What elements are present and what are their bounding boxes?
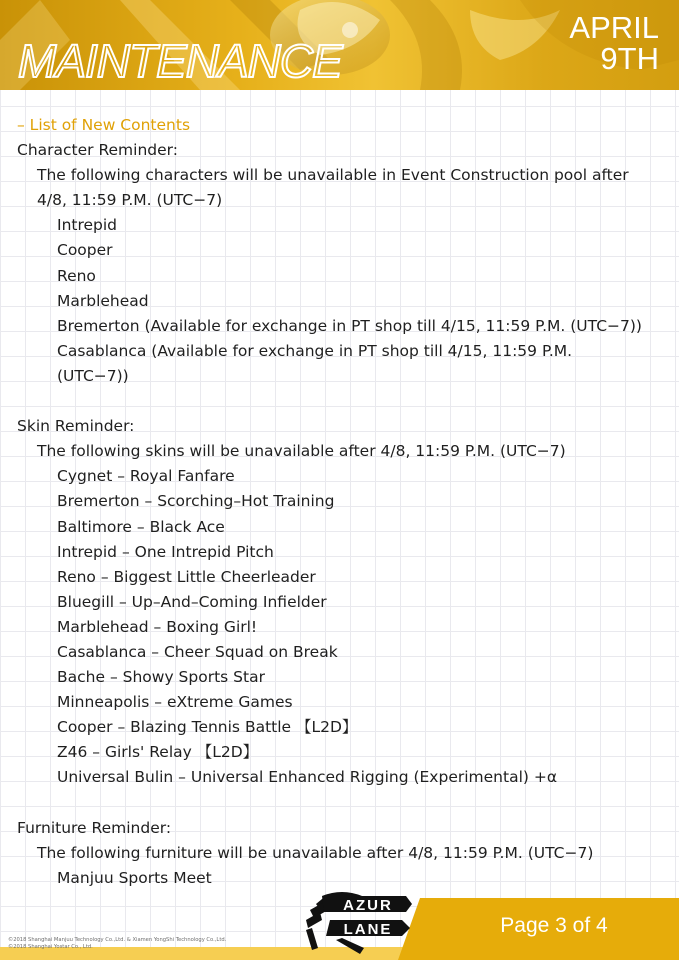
furniture-intro: The following furniture will be unavailable after 4/8, 11:59 P.M. (UTC−7) <box>37 843 594 862</box>
skin-item: Universal Bulin – Universal Enhanced Rigging (Experimental) +α <box>57 768 558 787</box>
skin-item: Bluegill – Up–And–Coming Infielder <box>57 592 327 611</box>
copyright-line: ©2018 Shanghai Manjuu Technology Co.,Ltd. & Xiamen YongShi Technology Co.,Ltd. <box>8 937 227 943</box>
character-intro-line: 4/8, 11:59 P.M. (UTC−7) <box>37 191 223 210</box>
page-title: MAINTENANCE <box>18 35 342 87</box>
maintenance-date <box>569 12 659 74</box>
skin-item: Baltimore – Black Ace <box>57 517 225 536</box>
character-item: (UTC−7)) <box>57 366 129 385</box>
skin-intro: The following skins will be unavailable after 4/8, 11:59 P.M. (UTC−7) <box>37 442 566 461</box>
skin-item: Cygnet – Royal Fanfare <box>57 467 235 486</box>
character-item: Cooper <box>57 241 113 260</box>
header-banner <box>0 0 679 90</box>
copyright-notice <box>8 937 226 951</box>
logo-text-bottom: LANE <box>343 921 393 938</box>
date-month: APRIL <box>569 10 659 45</box>
section-spacer <box>0 389 679 414</box>
skin-item: Cooper – Blazing Tennis Battle 【L2D】 <box>57 718 358 737</box>
furniture-heading: Furniture Reminder: <box>17 818 172 837</box>
copyright-line: ©2018 Shanghai Yostar Co., Ltd. <box>8 944 93 950</box>
section-spacer <box>0 791 679 816</box>
azur-lane-logo <box>302 890 418 956</box>
page-indicator: Page 3 of 4 <box>500 914 608 937</box>
character-item: Intrepid <box>57 216 118 235</box>
skin-heading: Skin Reminder: <box>17 417 135 436</box>
skin-item: Reno – Biggest Little Cheerleader <box>57 567 316 586</box>
notice-content <box>0 113 679 891</box>
skin-item: Intrepid – One Intrepid Pitch <box>57 542 274 561</box>
character-item: Marblehead <box>57 291 149 310</box>
character-item: Bremerton (Available for exchange in PT shop till 4/15, 11:59 P.M. (UTC−7)) <box>57 316 642 335</box>
section-title: – List of New Contents <box>17 116 191 134</box>
furniture-item: Manjuu Sports Meet <box>57 868 212 887</box>
character-intro-line: The following characters will be unavailable in Event Construction pool after <box>37 166 629 185</box>
skin-item: Minneapolis – eXtreme Games <box>57 693 293 712</box>
character-item: Casablanca (Available for exchange in PT shop till 4/15, 11:59 P.M. <box>57 341 573 360</box>
skin-item: Bremerton – Scorching–Hot Training <box>57 492 335 511</box>
skin-item: Bache – Showy Sports Star <box>57 668 265 687</box>
logo-text-top: AZUR <box>343 897 393 914</box>
date-day: 9TH <box>600 41 659 76</box>
skin-item: Z46 – Girls' Relay 【L2D】 <box>57 743 259 762</box>
character-heading: Character Reminder: <box>17 141 178 160</box>
character-item: Reno <box>57 266 96 285</box>
skin-item: Casablanca – Cheer Squad on Break <box>57 642 338 661</box>
skin-item: Marblehead – Boxing Girl! <box>57 617 258 636</box>
